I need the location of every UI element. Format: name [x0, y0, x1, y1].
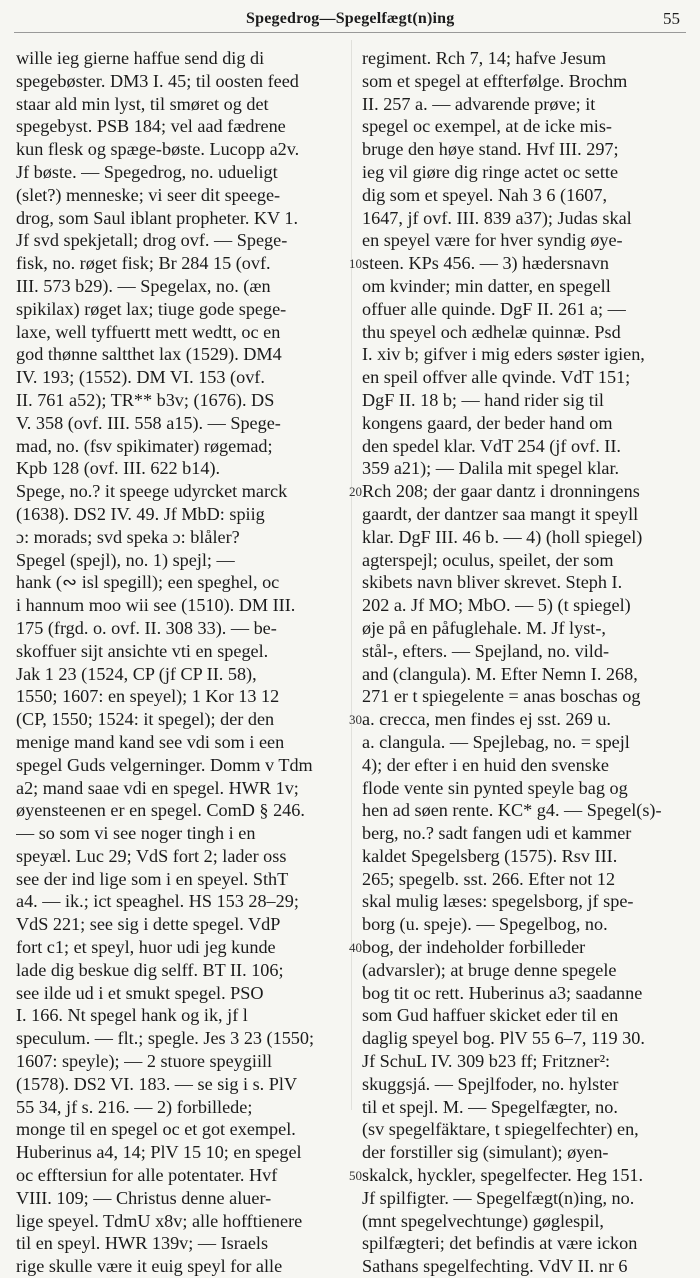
text-line: daglig speyel bog. PlV 55 6–7, 119 30. [362, 1028, 645, 1049]
text-line: som et spegel at effterfølge. Brochm [362, 70, 628, 91]
margin-line-number: 30 [349, 712, 362, 728]
running-header [14, 6, 686, 33]
text-line: Rch 208; der gaar dantz i dronningens [362, 481, 640, 502]
text-line: thu speyel och ædhelæ quinnæ. Psd [362, 321, 621, 342]
text-line: spegel oc exempel, at de icke mis- [362, 116, 612, 137]
text-line: a. clangula. — Spejlebag, no. = spejl [362, 731, 630, 752]
text-line: 175 (frgd. o. ovf. II. 308 33). — be- [16, 617, 277, 638]
text-line: god thønne saltthet lax (1529). DM4 [16, 344, 282, 365]
text-line: spikilax) røget lax; tiuge gode spege- [16, 298, 287, 319]
text-line: II. 257 a. — advarende prøve; it [362, 93, 596, 114]
text-line: en speyel være for hver syndig øye- [362, 230, 623, 251]
page-number: 55 [663, 9, 680, 28]
text-line: Jf spilfigter. — Spegelfægt(n)ing, no. [362, 1187, 635, 1208]
text-line: spegebyst. PSB 184; vel aad fædrene [16, 116, 286, 137]
text-line: 55 34, jf s. 216. — 2) forbillede; [16, 1096, 253, 1117]
text-line: IV. 193; (1552). DM VI. 153 (ovf. [16, 367, 265, 388]
text-line: Spegel (spejl), no. 1) spejl; — [16, 549, 235, 570]
text-line: rige skulle være it euig speyl for alle [16, 1256, 283, 1277]
text-line: en speil offver alle qvinde. VdT 151; [362, 367, 631, 388]
text-line: ɔ: morads; svd speka ɔ: blåler? [16, 526, 240, 547]
text-line: spilfægteri; det befindis at være ickon [362, 1233, 638, 1254]
text-line: regiment. Rch 7, 14; hafve Jesum [362, 48, 606, 68]
right-column [362, 47, 688, 1278]
text-line: I. xiv b; gifver i mig eders søster igien, [362, 344, 645, 365]
text-line: der forstiller sig (simulant); øyen- [362, 1142, 609, 1163]
left-column [16, 47, 342, 1278]
text-line: (sv spegelfäktare, t spiegelfechter) en, [362, 1119, 639, 1140]
margin-line-number: 40 [349, 940, 362, 956]
text-line: agterspejl; oculus, speilet, der som [362, 549, 614, 570]
text-line: til en speyl. HWR 139v; — Israels [16, 1233, 269, 1254]
text-line: offuer alle quinde. DgF II. 261 a; — [362, 298, 626, 319]
text-line: 4); der efter i en huid den svenske [362, 754, 609, 775]
text-line: — so som vi see noger tingh i en [16, 823, 256, 844]
text-line: Jf bøste. — Spegedrog, no. udueligt [16, 161, 278, 182]
text-line: ieg vil giøre dig ringe actet oc sette [362, 161, 619, 182]
text-line: dig som et speyel. Nah 3 6 (1607, [362, 184, 607, 205]
text-line: steen. KPs 456. — 3) hædersnavn [362, 253, 610, 274]
text-line: VdS 221; see sig i dette spegel. VdP [16, 914, 281, 935]
text-line: Jak 1 23 (1524, CP (jf CP II. 58), [16, 663, 257, 684]
text-line: lige speyel. TdmU x8v; alle hofftienere [16, 1210, 303, 1231]
text-line: (1578). DS2 VI. 183. — se sig i s. PlV [16, 1073, 298, 1094]
text-line: (slet?) menneske; vi seer dit speege- [16, 184, 281, 205]
text-line: øje på en påfuglehale. M. Jf lyst-, [362, 617, 606, 638]
text-line: hen ad søen rente. KC* g4. — Spegel(s)- [362, 800, 662, 821]
text-line: skoffuer sijt ansichte vti en spegel. [16, 640, 269, 661]
text-line: oc efftersiun for alle potentater. Hvf [16, 1165, 278, 1186]
text-line: 271 er t spiegelente = anas boschas og [362, 686, 641, 707]
text-line: kun flesk og spæge-bøste. Lucopp a2v. [16, 139, 300, 160]
text-line: Huberinus a4, 14; PlV 15 10; en spegel [16, 1142, 302, 1163]
text-line: kaldet Spegelsberg (1575). Rsv III. [362, 845, 618, 866]
text-line: bruge den høye stand. Hvf III. 297; [362, 139, 619, 160]
header-title: Spegedrog—Spegelfægt(n)ing [246, 10, 455, 27]
text-line: spegebøster. DM3 I. 45; til oosten feed [16, 70, 299, 91]
margin-line-number: 20 [349, 484, 362, 500]
text-line: fort c1; et speyl, huor udi jeg kunde [16, 937, 276, 958]
text-line: 359 a21); — Dalila mit spegel klar. [362, 458, 620, 479]
text-line: and (clangula). M. Efter Nemn I. 268, [362, 663, 638, 684]
text-line: til et spejl. M. — Spegelfægter, no. [362, 1096, 618, 1117]
text-line: bog tit oc rett. Huberinus a3; saadanne [362, 982, 643, 1003]
text-line: skal mulig læses: spegelsborg, jf spe- [362, 891, 634, 912]
text-line: mad, no. (fsv spikimater) røgemad; [16, 435, 273, 456]
text-line: Sathans spegelfechting. VdV II. nr 6 [362, 1256, 628, 1277]
text-line: skuggsjá. — Spejlfoder, no. hylster [362, 1073, 619, 1094]
text-line: drog, som Saul iblant propheter. KV 1. [16, 207, 299, 228]
text-line: (mnt spegelvechtunge) gøglespil, [362, 1210, 604, 1231]
text-line: fisk, no. røget fisk; Br 284 15 (ovf. [16, 253, 271, 274]
text-line: (CP, 1550; 1524: it spegel); der den [16, 709, 275, 730]
text-line: skalck, hyckler, spegelfecter. Heg 151. [362, 1165, 644, 1186]
text-line: III. 573 b29). — Spegelax, no. (æn [16, 275, 271, 296]
text-line: speyæl. Luc 29; VdS fort 2; lader oss [16, 845, 287, 866]
text-line: berg, no.? sadt fangen udi et kammer [362, 823, 632, 844]
text-line: 1647, jf ovf. III. 839 a37); Judas skal [362, 207, 632, 228]
text-line: flode vente sin pynted speyle bag og [362, 777, 628, 798]
text-line: II. 761 a52); TR** b3v; (1676). DS [16, 389, 275, 410]
text-line: menige mand kand see vdi som i een [16, 731, 285, 752]
text-line: Kpb 128 (ovf. III. 622 b14). [16, 458, 221, 479]
text-line: wille ieg gierne haffue send dig di [16, 48, 265, 68]
text-line: a. crecca, men findes ej sst. 269 u. [362, 709, 611, 730]
text-line: V. 358 (ovf. III. 558 a15). — Spege- [16, 412, 281, 433]
text-line: hank (∾ isl spegill); een speghel, oc [16, 572, 280, 593]
text-line: a2; mand saae vdi en spegel. HWR 1v; [16, 777, 299, 798]
text-line: laxe, well tyffuertt mett wedtt, oc en [16, 321, 281, 342]
text-line: lade dig beskue dig selff. BT II. 106; [16, 959, 284, 980]
margin-line-number: 10 [349, 256, 362, 272]
text-line: see der ind lige som i en speyel. SthT [16, 868, 289, 889]
text-line: 265; spegelb. sst. 266. Efter not 12 [362, 868, 616, 889]
text-line: spegel Guds velgerninger. Domm v Tdm [16, 754, 313, 775]
text-line: (advarsler); at bruge denne spegele [362, 959, 617, 980]
text-line: kongens gaard, der beder hand om [362, 412, 613, 433]
text-line: den spedel klar. VdT 254 (jf ovf. II. [362, 435, 621, 456]
text-line: stål-, efters. — Spejland, no. vild- [362, 640, 609, 661]
text-line: 1607: speyle); — 2 stuore speygiill [16, 1051, 273, 1072]
text-line: gaardt, der dantzer saa mangt it speyll [362, 503, 639, 524]
text-line: I. 166. Nt spegel hank og ik, jf l [16, 1005, 248, 1026]
text-line: som Gud haffuer skicket eder til en [362, 1005, 619, 1026]
text-line: staar ald min lyst, til smøret og det [16, 93, 269, 114]
text-line: borg (u. speje). — Spegelbog, no. [362, 914, 608, 935]
text-line: Spege, no.? it speege udyrcket marck [16, 481, 288, 502]
text-line: speculum. — flt.; spegle. Jes 3 23 (1550; [16, 1028, 315, 1049]
text-line: monge til en spegel oc et got exempel. [16, 1119, 296, 1140]
text-line: 1550; 1607: en speyel); 1 Kor 13 12 [16, 686, 280, 707]
text-line: Jf svd spekjetall; drog ovf. — Spege- [16, 230, 288, 251]
text-line: om kvinder; min datter, en spegell [362, 275, 611, 296]
text-line: i hannum moo wii see (1510). DM III. [16, 595, 296, 616]
text-line: VIII. 109; — Christus denne aluer- [16, 1187, 272, 1208]
text-line: klar. DgF III. 46 b. — 4) (holl spiegel) [362, 526, 643, 547]
text-line: skibets navn bliver skrevet. Steph I. [362, 572, 623, 593]
text-line: DgF II. 18 b; — hand rider sig til [362, 389, 604, 410]
text-line: øyensteenen er en spegel. ComD § 246. [16, 800, 305, 821]
text-line: Jf SchuL IV. 309 b23 ff; Fritzner²: [362, 1051, 611, 1072]
text-line: (1638). DS2 IV. 49. Jf MbD: spiig [16, 503, 265, 524]
text-line: see ilde ud i et smukt spegel. PSO [16, 982, 264, 1003]
text-line: bog, der indeholder forbilleder [362, 937, 586, 958]
margin-line-number: 50 [349, 1168, 362, 1184]
text-line: 202 a. Jf MO; MbO. — 5) (t spiegel) [362, 595, 631, 616]
text-line: a4. — ik.; ict speaghel. HS 153 28–29; [16, 891, 299, 912]
